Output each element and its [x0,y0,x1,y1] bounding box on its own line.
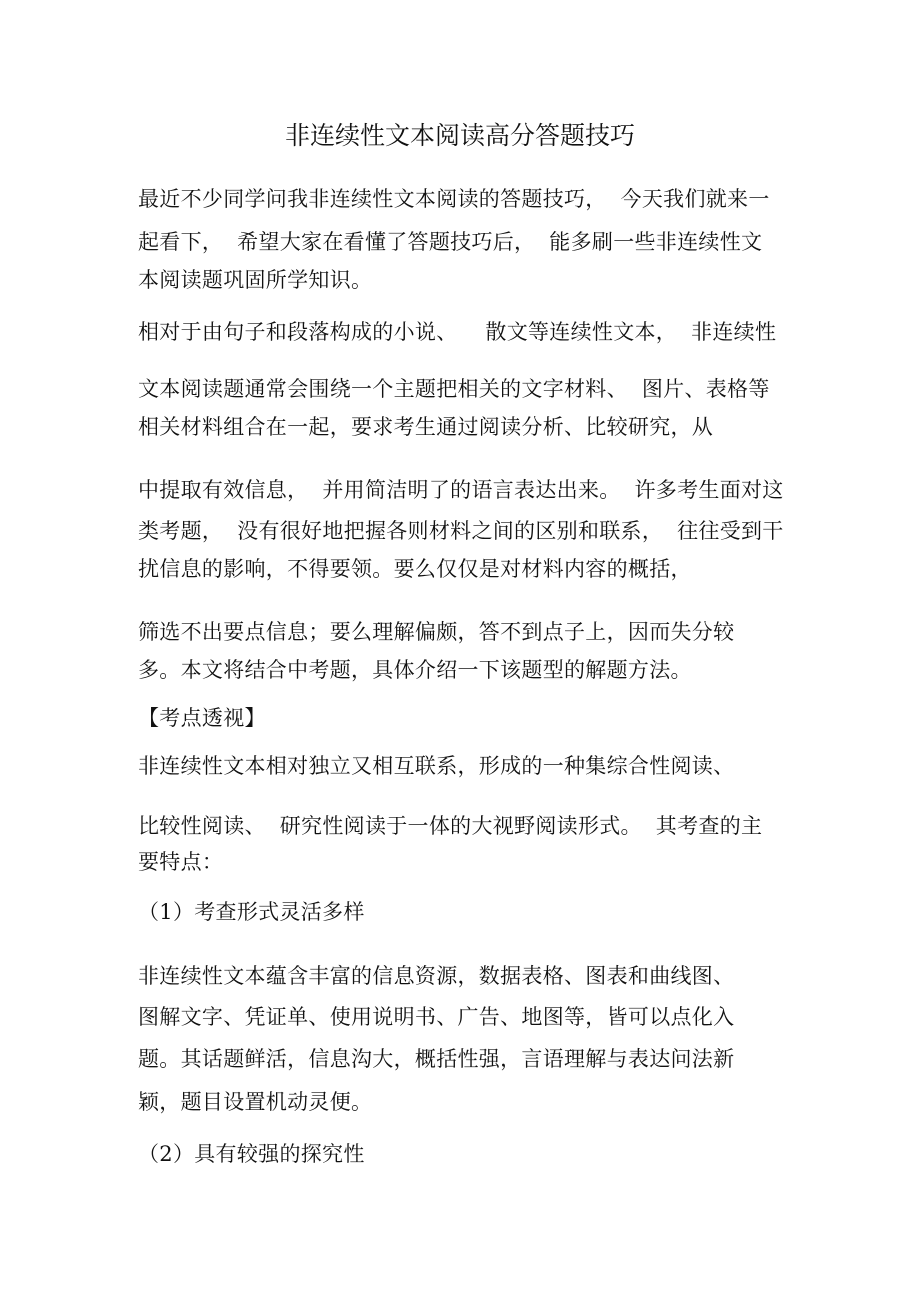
paragraph-line: 文本阅读题通常会围绕一个主题把相关的文字材料、 图片、表格等 [138,377,770,401]
paragraph-line: 颖，题目设置机动灵便。 [138,1090,373,1114]
section-heading: 【考点透视】 [138,706,266,730]
document-title: 非连续性文本阅读高分答题技巧 [284,121,635,150]
paragraph-line: 要特点： [138,850,224,874]
paragraph-line: 相关材料组合在一起，要求考生通过阅读分析、比较研究，从 [138,415,714,439]
paragraph-line: 非连续性文本相对独立又相互联系，形成的一种集综合性阅读、 [138,754,735,778]
paragraph-line: 中提取有效信息， 并用简洁明了的语言表达出来。 许多考生面对这 [138,478,784,502]
paragraph-line: 最近不少同学问我非连续性文本阅读的答题技巧， 今天我们就来一 [138,187,770,211]
paragraph-line: 本阅读题巩固所学知识。 [138,268,373,292]
paragraph-line: 题。其话题鲜活，信息沟大，概括性强，言语理解与表达问法新 [138,1047,735,1071]
subheading: （1）考查形式灵活多样 [138,900,365,924]
paragraph-line: 类考题， 没有很好地把握各则材料之间的区别和联系， 往往受到干 [138,519,784,543]
subheading: （2）具有较强的探究性 [138,1142,365,1166]
paragraph-line: 非连续性文本蕴含丰富的信息资源，数据表格、图表和曲线图、 [138,964,735,988]
paragraph-line: 多。本文将结合中考题，具体介绍一下该题型的解题方法。 [138,658,692,682]
paragraph-line: 筛选不出要点信息；要么理解偏颇，答不到点子上，因而失分较 [138,620,735,644]
paragraph-line: 扰信息的影响，不得要领。要么仅仅是对材料内容的概括， [138,557,692,581]
paragraph-line: 图解文字、凭证单、使用说明书、广告、地图等，皆可以点化入 [138,1005,735,1029]
paragraph-line: 起看下， 希望大家在看懂了答题技巧后， 能多刷一些非连续性文 [138,230,763,254]
paragraph-line: 比较性阅读、 研究性阅读于一体的大视野阅读形式。 其考查的主 [138,814,763,838]
paragraph-line: 相对于由句子和段落构成的小说、 散文等连续性文本， 非连续性 [138,320,777,344]
